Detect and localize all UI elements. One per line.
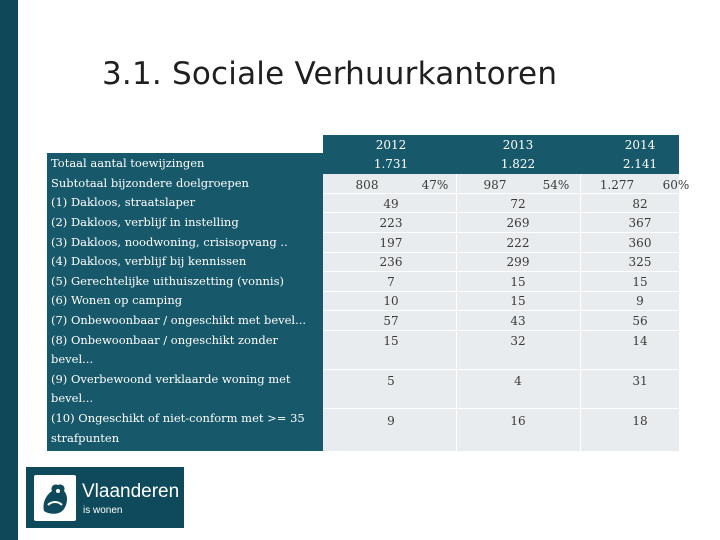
row-label: (4) Dakloos, verblijf bij kennissen (51, 254, 247, 268)
logo-name: Vlaanderen (82, 481, 180, 502)
row-label: (8) Onbewoonbaar / ongeschikt zonder (51, 333, 279, 347)
table-cell: 16 (510, 414, 526, 428)
table-cell: 269 (506, 216, 530, 230)
row-divider (323, 408, 679, 409)
row-label: (6) Wonen op camping (51, 293, 183, 307)
row-label: bevel... (51, 352, 94, 366)
row-label: Subtotaal bijzondere doelgroepen (51, 176, 249, 190)
row-divider (323, 291, 679, 292)
data-panel (323, 174, 679, 451)
year-header-2012: 2012 (375, 138, 407, 152)
left-accent-bar (0, 0, 18, 540)
row-divider (323, 252, 679, 253)
total-2014: 2.141 (622, 157, 658, 171)
table-cell: 5 (387, 374, 395, 388)
row-divider (323, 193, 679, 194)
row-label: Totaal aantal toewijzingen (51, 156, 205, 170)
table-cell: 15 (510, 275, 526, 289)
table-cell: 15 (383, 334, 399, 348)
row-label: (9) Overbewoond verklaarde woning met (51, 372, 291, 386)
total-2013: 1.822 (500, 157, 536, 171)
table-cell: 14 (632, 334, 648, 348)
row-label: (10) Ongeschikt of niet-conform met >= 35 (51, 411, 305, 425)
subtotal-pct-2013: 54% (542, 178, 570, 192)
row-label: (3) Dakloos, noodwoning, crisisopvang .. (51, 235, 288, 249)
table-cell: 236 (379, 255, 403, 269)
table-cell: 223 (379, 216, 403, 230)
table-cell: 72 (510, 197, 526, 211)
table-cell: 4 (514, 374, 522, 388)
row-label: bevel... (51, 391, 94, 405)
row-divider (323, 330, 679, 331)
slide-title: 3.1. Sociale Verhuurkantoren (102, 56, 558, 92)
table-cell: 9 (387, 414, 395, 428)
column-divider (580, 174, 581, 451)
subtotal-pct-2012: 47% (421, 178, 449, 192)
table-cell: 56 (632, 314, 648, 328)
table-cell: 15 (510, 294, 526, 308)
table-cell: 49 (383, 197, 399, 211)
table-cell: 82 (632, 197, 648, 211)
year-header-2013: 2013 (502, 138, 534, 152)
table-cell: 197 (379, 236, 403, 250)
table-cell: 299 (506, 255, 530, 269)
row-label: strafpunten (51, 431, 120, 445)
row-divider (323, 310, 679, 311)
table-cell: 360 (628, 236, 652, 250)
row-label: (7) Onbewoonbaar / ongeschikt met bevel... (51, 313, 307, 327)
subtotal-2013: 987 (483, 178, 507, 192)
row-divider (323, 212, 679, 213)
row-label: (5) Gerechtelijke uithuiszetting (vonnis) (51, 274, 284, 288)
row-label: (2) Dakloos, verblijf in instelling (51, 215, 239, 229)
table-cell: 7 (387, 275, 395, 289)
subtotal-2012: 808 (355, 178, 379, 192)
table-cell: 9 (636, 294, 644, 308)
table-cell: 10 (383, 294, 399, 308)
year-header-2014: 2014 (624, 138, 656, 152)
table-cell: 57 (383, 314, 399, 328)
table-cell: 31 (632, 374, 648, 388)
logo-subtitle: is wonen (83, 505, 123, 516)
row-divider (323, 232, 679, 233)
table-cell: 43 (510, 314, 526, 328)
total-2012: 1.731 (373, 157, 409, 171)
table-cell: 367 (628, 216, 652, 230)
subtotal-pct-2014: 60% (662, 178, 690, 192)
row-label: (1) Dakloos, straatslaper (51, 195, 196, 209)
table-cell: 222 (506, 236, 530, 250)
subtotal-2014: 1.277 (599, 178, 635, 192)
table-cell: 15 (632, 275, 648, 289)
row-divider (323, 271, 679, 272)
table-cell: 18 (632, 414, 648, 428)
table-cell: 325 (628, 255, 652, 269)
table-cell: 32 (510, 334, 526, 348)
column-divider (456, 174, 457, 451)
lion-icon (34, 475, 76, 521)
row-divider (323, 369, 679, 370)
vlaanderen-logo (26, 467, 184, 528)
